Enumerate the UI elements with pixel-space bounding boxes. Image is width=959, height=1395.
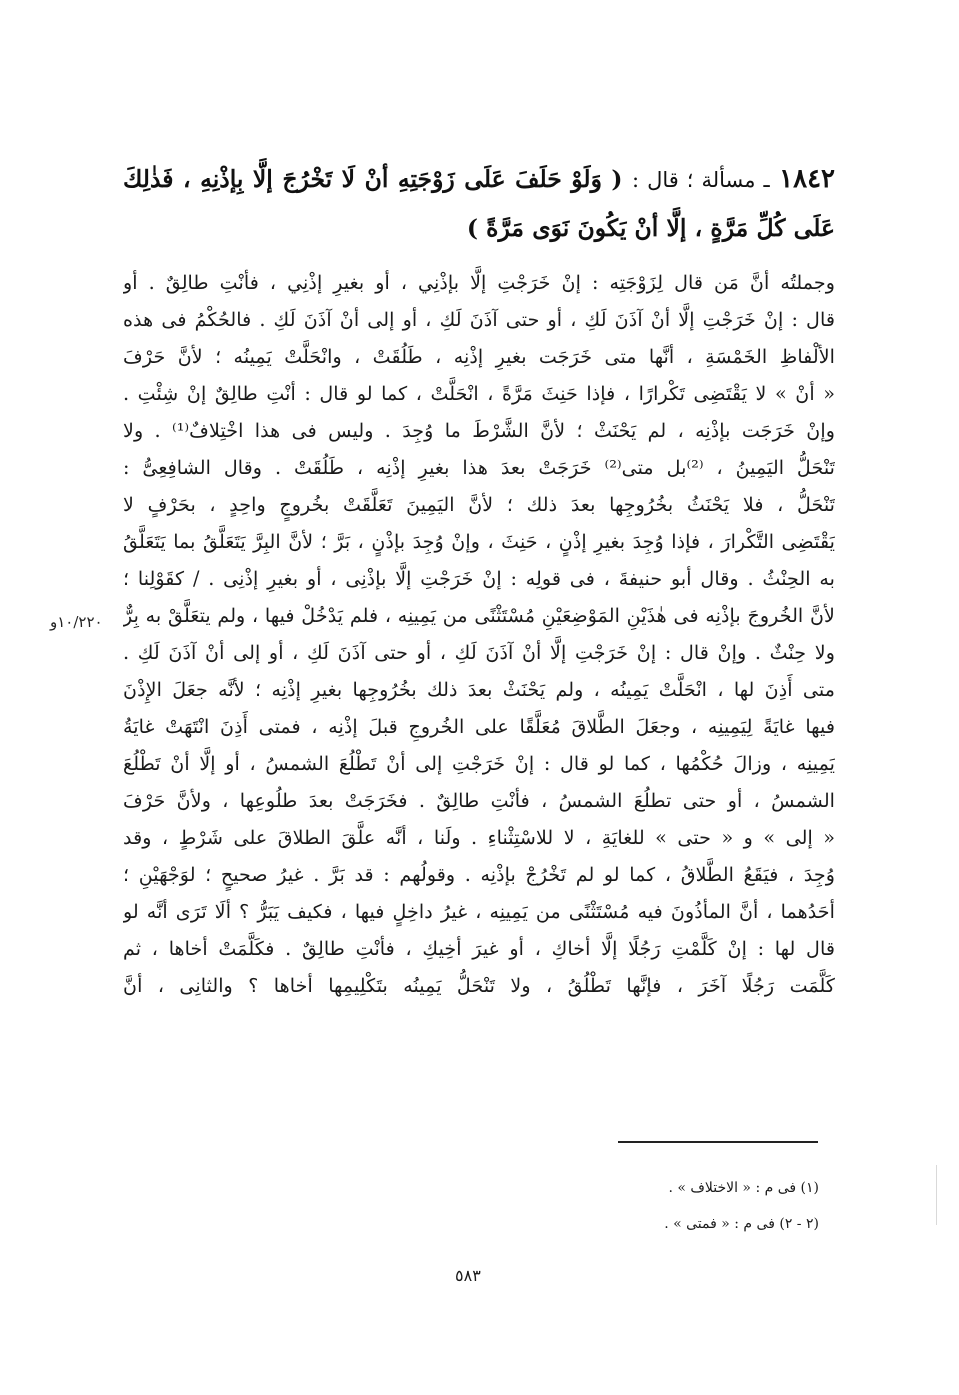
body-line: « أنْ » لا يَقْتَضِى تَكْرارًا ، فإذا حَنِثَ مَرَّةً ، انْحَلَّتْ ، كما لو قال : أنْتِ طالِقٌ إنْ شِئْتِ . bbox=[123, 382, 835, 405]
body-line: « إلى » و « حتى » للغايَةِ ، لا للاسْتِثْناءِ . ولَنا ، أنَّه علَّقَ الطلاقَ على شَرْطٍ ، وقد bbox=[123, 826, 835, 849]
body-line: متى أَذِنَ لها ، انْحَلَّتْ يَمِينُه ، ولم يَحْنَثْ بعدَ ذلك بخُرُوجِها بغيرِ إذْنِه ؛ لأنَّه جعَلَ الإِذْنَ bbox=[123, 678, 835, 701]
heading-line-2: عَلَى كُلِّ مَرَّةٍ ، إلَّا أنْ يَكُونَ نَوَى مَرَّةً ) bbox=[466, 214, 835, 242]
body-line: الشمسُ ، أو حتى تطلُعَ الشمسُ ، فأنْتِ طالِقٌ . فخَرَجَتْ بعدَ طلُوعِها ، ولأنَّ حَرْفَ bbox=[123, 789, 835, 812]
manuscript-folio-note: ١٠/٢٢٠و bbox=[50, 613, 103, 631]
issue-heading bbox=[123, 155, 835, 252]
footnote: (٢ - ٢) فى م : « فمتى » . bbox=[664, 1216, 819, 1232]
body-line: تَنْحَلُّ ، فلا يَحْنَثُ بخُرُوجِها بعدَ ذلك ؛ لأنَّ اليَمِينَ تَعَلَّقَتْ بخُروجٍ واحِدٍ ، بحَرْفٍ لا bbox=[123, 493, 835, 516]
body-line: الألْفاظِ الخَمْسَةِ ، أنَّها متى خَرَجَت بغيرِ إذْنِه ، طَلُقَتْ ، وانْحَلَّتْ يَمِينُه ؛ لأنَّ حَرْفَ bbox=[123, 345, 835, 368]
heading-text-1: ( وَلَوْ حَلَفَ عَلَى زَوْجَتِهِ أنْ لَا تَخْرُجَ إلَّا بِإذْنِهِ ، فَذٰلِكَ bbox=[123, 165, 623, 193]
body-line: قال لها : إنْ كَلَّمْتِ رَجُلًا إلَّا أخاكِ ، أو غيرَ أخِيكِ ، فأنْتِ طالِقٌ . فكَلَّمَتْ أخاها ، ثم bbox=[123, 937, 835, 960]
heading-line-1 bbox=[123, 155, 835, 204]
footnote-divider bbox=[618, 1141, 818, 1143]
body-line: أحَدُهما ، أنَّ المأذُونَ فيه مُسْتَثْنًى من يَمِينِه ، غيرُ داخِلٍ فيها ، فكيف يَبَرُّ ؟ ألَا تَرَى أنَّه لو bbox=[123, 900, 835, 923]
issue-number: ١٨٤٢ bbox=[779, 164, 835, 194]
body-line: وجملتُه أنَّ مَن قال لِزَوْجَتِه : إنْ خَرَجْتِ إلَّا بإذْنِي ، أو بغيرِ إذْنِي ، فأنْتِ طالِقٌ . أو bbox=[123, 271, 835, 294]
body-line: كَلَّمَت رَجُلًا آخَرَ ، فإنَّها تَطْلُقُ ، ولا تَنْحَلُّ يَمِينُه بتَكْلِيمِها أخاها ؟ والثانِى ، أنَّ bbox=[123, 974, 835, 997]
body-text bbox=[123, 264, 835, 1004]
issue-label: ـ مسألة ؛ قال : bbox=[632, 168, 770, 192]
body-line: يَمِينِه ، وزالَ حُكْمُها ، كما لو قال : إنْ خَرَجْتِ إلى أنْ تَطْلُعَ الشمسُ ، أو إلَّا أنْ تَطْلُعَ bbox=[123, 752, 835, 775]
body-line: لأنَّ الخُروجَ بإذْنِه فى هٰذَيْنِ المَوْضِعَيْنِ مُسْتَثْنًى من يَمِينِه ، فلم يَدْخُلْ فيها ، ولم يتعَلَّقْ به بِرٌّ bbox=[123, 604, 835, 627]
page-number: ٥٨٣ bbox=[455, 1266, 481, 1285]
body-line: قال : إنْ خَرَجْتِ إلَّا أنْ آذَنَ لَكِ ، أو حتى آذَنَ لَكِ ، أو إلى أنْ آذَنَ لَكِ . فالحُكْمُ فى هذه bbox=[123, 308, 835, 331]
scan-edge-mark bbox=[936, 1165, 937, 1225]
body-line: وإنْ خَرَجَت بإذْنِه ، لم يَحْنَثْ ؛ لأنَّ الشَّرْطَ ما وُجِدَ . وليس فى هذا اخْتِلافٌ⁽¹⁾ . ولا bbox=[123, 419, 835, 442]
body-line: ولا حِنْثٌ . وإنْ قال : إنْ خَرَجْتِ إلَّا أنْ آذَنَ لَكِ ، أو حتى آذَنَ لَكِ ، أو إلى أنْ آذَنَ لَكِ . bbox=[123, 641, 835, 664]
footnote: (١) فى م : « الاختلاف » . bbox=[668, 1180, 819, 1196]
body-line: يَقْتَضِى التَّكْرارَ ، فإذا وُجِدَ بغيرِ إذْنٍ ، حَنِثَ ، وإنْ وُجِدَ بإذْنٍ ، بَرَّ ؛ لأنَّ البِرَّ يَتَعَلَّقُ بما يَتَعَلَّقُ bbox=[123, 530, 835, 553]
body-line: تَنْحَلُّ اليَمِينُ ، ⁽²⁾بل متى⁽²⁾ خَرَجَتْ بعدَ هذا بغيرِ إذْنِه ، طَلُقَتْ . وقال الشافِعِىُّ : bbox=[123, 456, 835, 479]
body-line: فيها غايَةً لِيَمِينِه ، وجعَلَ الطَّلاقَ مُعَلَّقًا على الخُروجِ قبلَ إذْنِه ، فمتى أَذِنَ انْتَهَتْ غايَةُ bbox=[123, 715, 835, 738]
body-line: وُجِدَ ، فيَقَعُ الطَّلاقُ ، كما لو لم تَخْرُجْ بإذْنِه . وقولُهم : قد بَرَّ . غيرُ صحيحٍ ؛ لوَجْهَيْنِ ؛ bbox=[123, 863, 835, 886]
body-line: به الحِنْثُ . وقال أبو حنيفةَ ، فى قولِه : إنْ خَرَجْتِ إلَّا بإذْنِى ، أو بغيرِ إذْنِى . / كقَوْلِنا ؛ bbox=[123, 567, 835, 590]
footnotes bbox=[419, 1170, 819, 1242]
